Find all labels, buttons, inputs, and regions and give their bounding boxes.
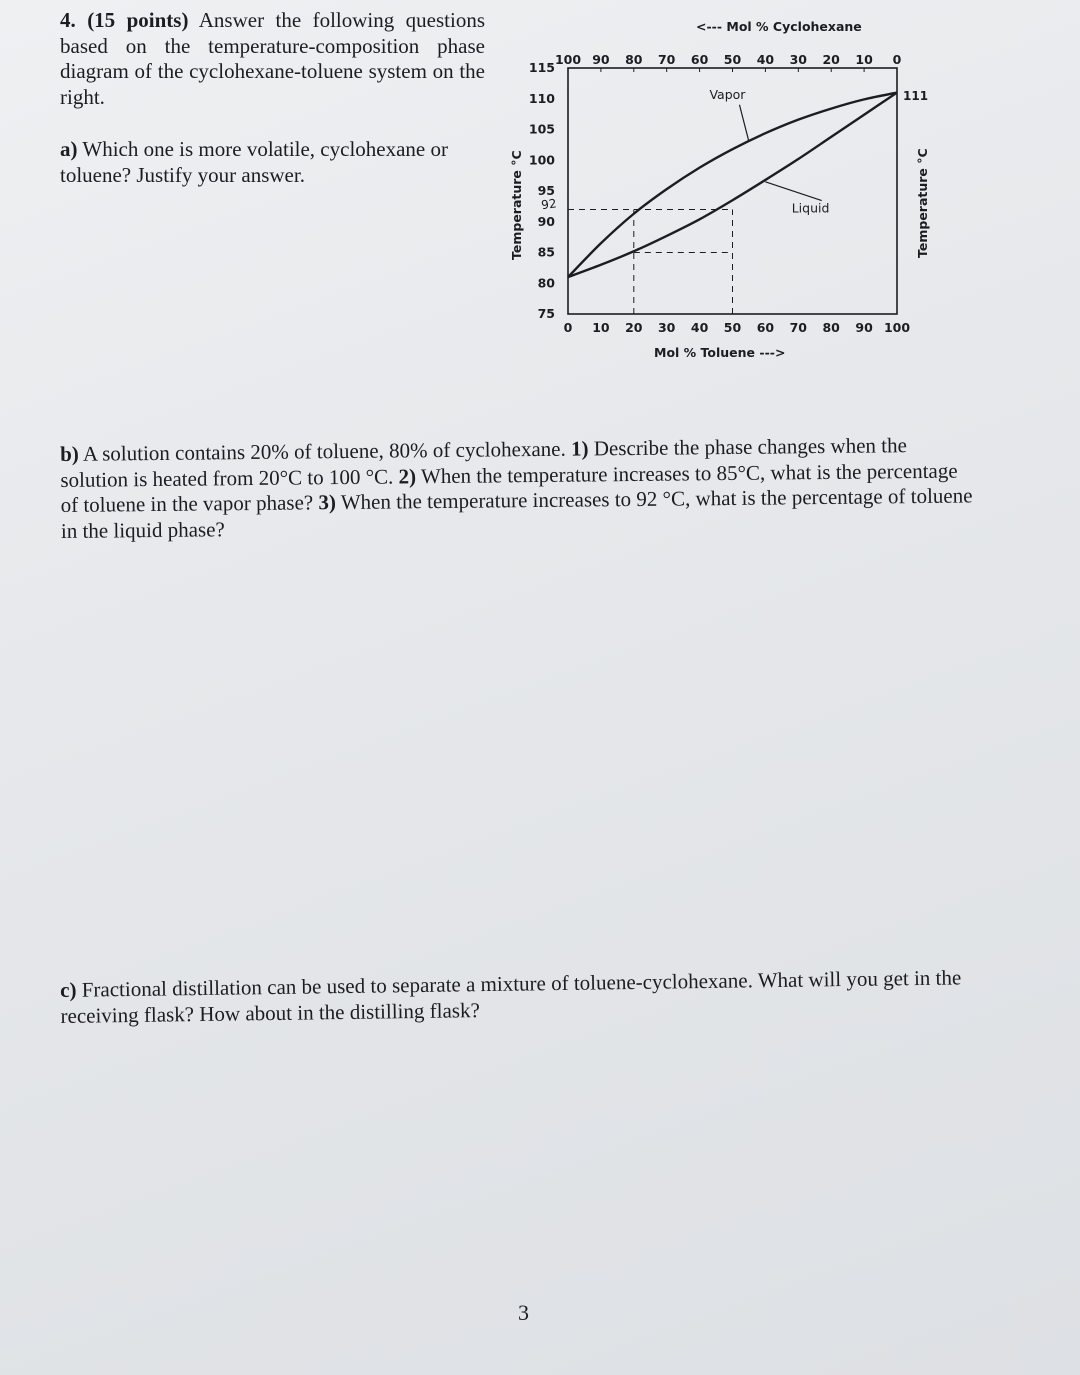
left-tick-label: 75 <box>537 306 555 321</box>
top-tick-label: 50 <box>723 52 742 67</box>
left-tick-label: 80 <box>537 275 555 291</box>
part-b-num-3: 3) <box>318 490 337 515</box>
annotation-pointer <box>765 182 821 201</box>
left-tick-label: 95 <box>537 183 555 198</box>
phase-curves <box>568 93 897 278</box>
page-number: 3 <box>518 1300 529 1325</box>
bottom-axis-ticks <box>564 320 911 335</box>
left-tick-label: 85 <box>537 244 555 260</box>
part-b-text-4: When the temperature increases to 92 °C, what is the percentage of toluene in the liquid phase? <box>60 483 973 543</box>
bottom-tick-label: 10 <box>592 320 610 335</box>
top-tick-label: 40 <box>756 52 775 67</box>
top-tick-label: 70 <box>657 52 676 67</box>
question-intro-text: Answer the following questions based on the temperature-composition phase diagram of the cyclohexane-toluene system on the right. <box>60 8 486 109</box>
question-points: (15 points) <box>87 8 189 32</box>
top-tick-label: 0 <box>892 52 902 67</box>
top-axis-ticks <box>555 52 902 72</box>
part-b-text-3: When the temperature increases to 85°C, what is the percentage of toluene in the vapor phase? <box>60 458 958 517</box>
part-c <box>60 965 986 1029</box>
left-tick-label: 90 <box>537 213 555 229</box>
handwritten-92-tick: 92 <box>540 196 558 213</box>
left-tick-label: 110 <box>528 90 555 106</box>
y-axis-label-right: Temperature °C <box>915 148 930 258</box>
top-tick-label: 10 <box>855 52 873 67</box>
dashed-guide-lines <box>568 209 733 314</box>
bottom-tick-label: 90 <box>855 320 873 335</box>
vapor-curve <box>568 93 897 278</box>
part-a-label: a) <box>60 137 78 161</box>
part-c-label: c) <box>60 977 77 1002</box>
annotation-pointer <box>739 105 748 142</box>
part-b-label: b) <box>60 441 79 466</box>
part-b <box>60 432 976 544</box>
bottom-tick-label: 50 <box>723 320 742 335</box>
top-tick-label: 80 <box>625 52 643 67</box>
part-b-num-2: 2) <box>398 463 417 488</box>
annotation-vapor: Vapor <box>709 86 746 102</box>
top-tick-label: 100 <box>554 52 582 67</box>
chart-title: <--- Mol % Cyclohexane <box>696 19 862 34</box>
liquid-curve <box>568 93 897 278</box>
left-tick-label: 100 <box>528 152 555 168</box>
top-tick-label: 30 <box>789 52 808 67</box>
question-intro <box>60 8 485 110</box>
top-tick-label: 60 <box>690 52 709 67</box>
x-axis-label: Mol % Toluene ---> <box>654 345 786 360</box>
bottom-tick-label: 70 <box>789 320 808 335</box>
part-b-text-2: Describe the phase changes when the solution is heated from 20°C to 100 °C. <box>60 433 908 492</box>
bottom-tick-label: 60 <box>756 320 775 335</box>
bottom-tick-label: 80 <box>822 320 840 335</box>
left-tick-label: 105 <box>528 121 555 137</box>
bottom-tick-label: 20 <box>625 320 643 335</box>
phase-diagram-chart <box>500 10 930 370</box>
y-axis-label-left: Temperature °C <box>509 150 524 260</box>
top-tick-label: 90 <box>592 52 610 67</box>
question-number: 4. <box>60 8 76 32</box>
annotation-liquid: Liquid <box>791 200 830 216</box>
bottom-tick-label: 0 <box>563 320 573 335</box>
bottom-tick-label: 30 <box>657 320 676 335</box>
top-tick-label: 20 <box>822 52 840 67</box>
right-annotation-111: 111 <box>903 89 929 103</box>
part-a-text: Which one is more volatile, cyclohexane or toluene? Justify your answer. <box>60 137 448 187</box>
bottom-tick-label: 40 <box>690 320 709 335</box>
left-tick-label: 115 <box>528 60 555 75</box>
bottom-tick-label: 100 <box>883 320 911 335</box>
part-b-text-1: A solution contains 20% of toluene, 80% of cyclohexane. <box>82 436 566 466</box>
part-c-text: Fractional distillation can be used to separate a mixture of toluene-cyclohexane. What will you get in the receiving flask? How about in the distilling flask? <box>60 965 962 1028</box>
part-b-num-1: 1) <box>570 436 589 461</box>
part-a <box>60 137 485 188</box>
left-axis-ticks <box>528 60 558 321</box>
